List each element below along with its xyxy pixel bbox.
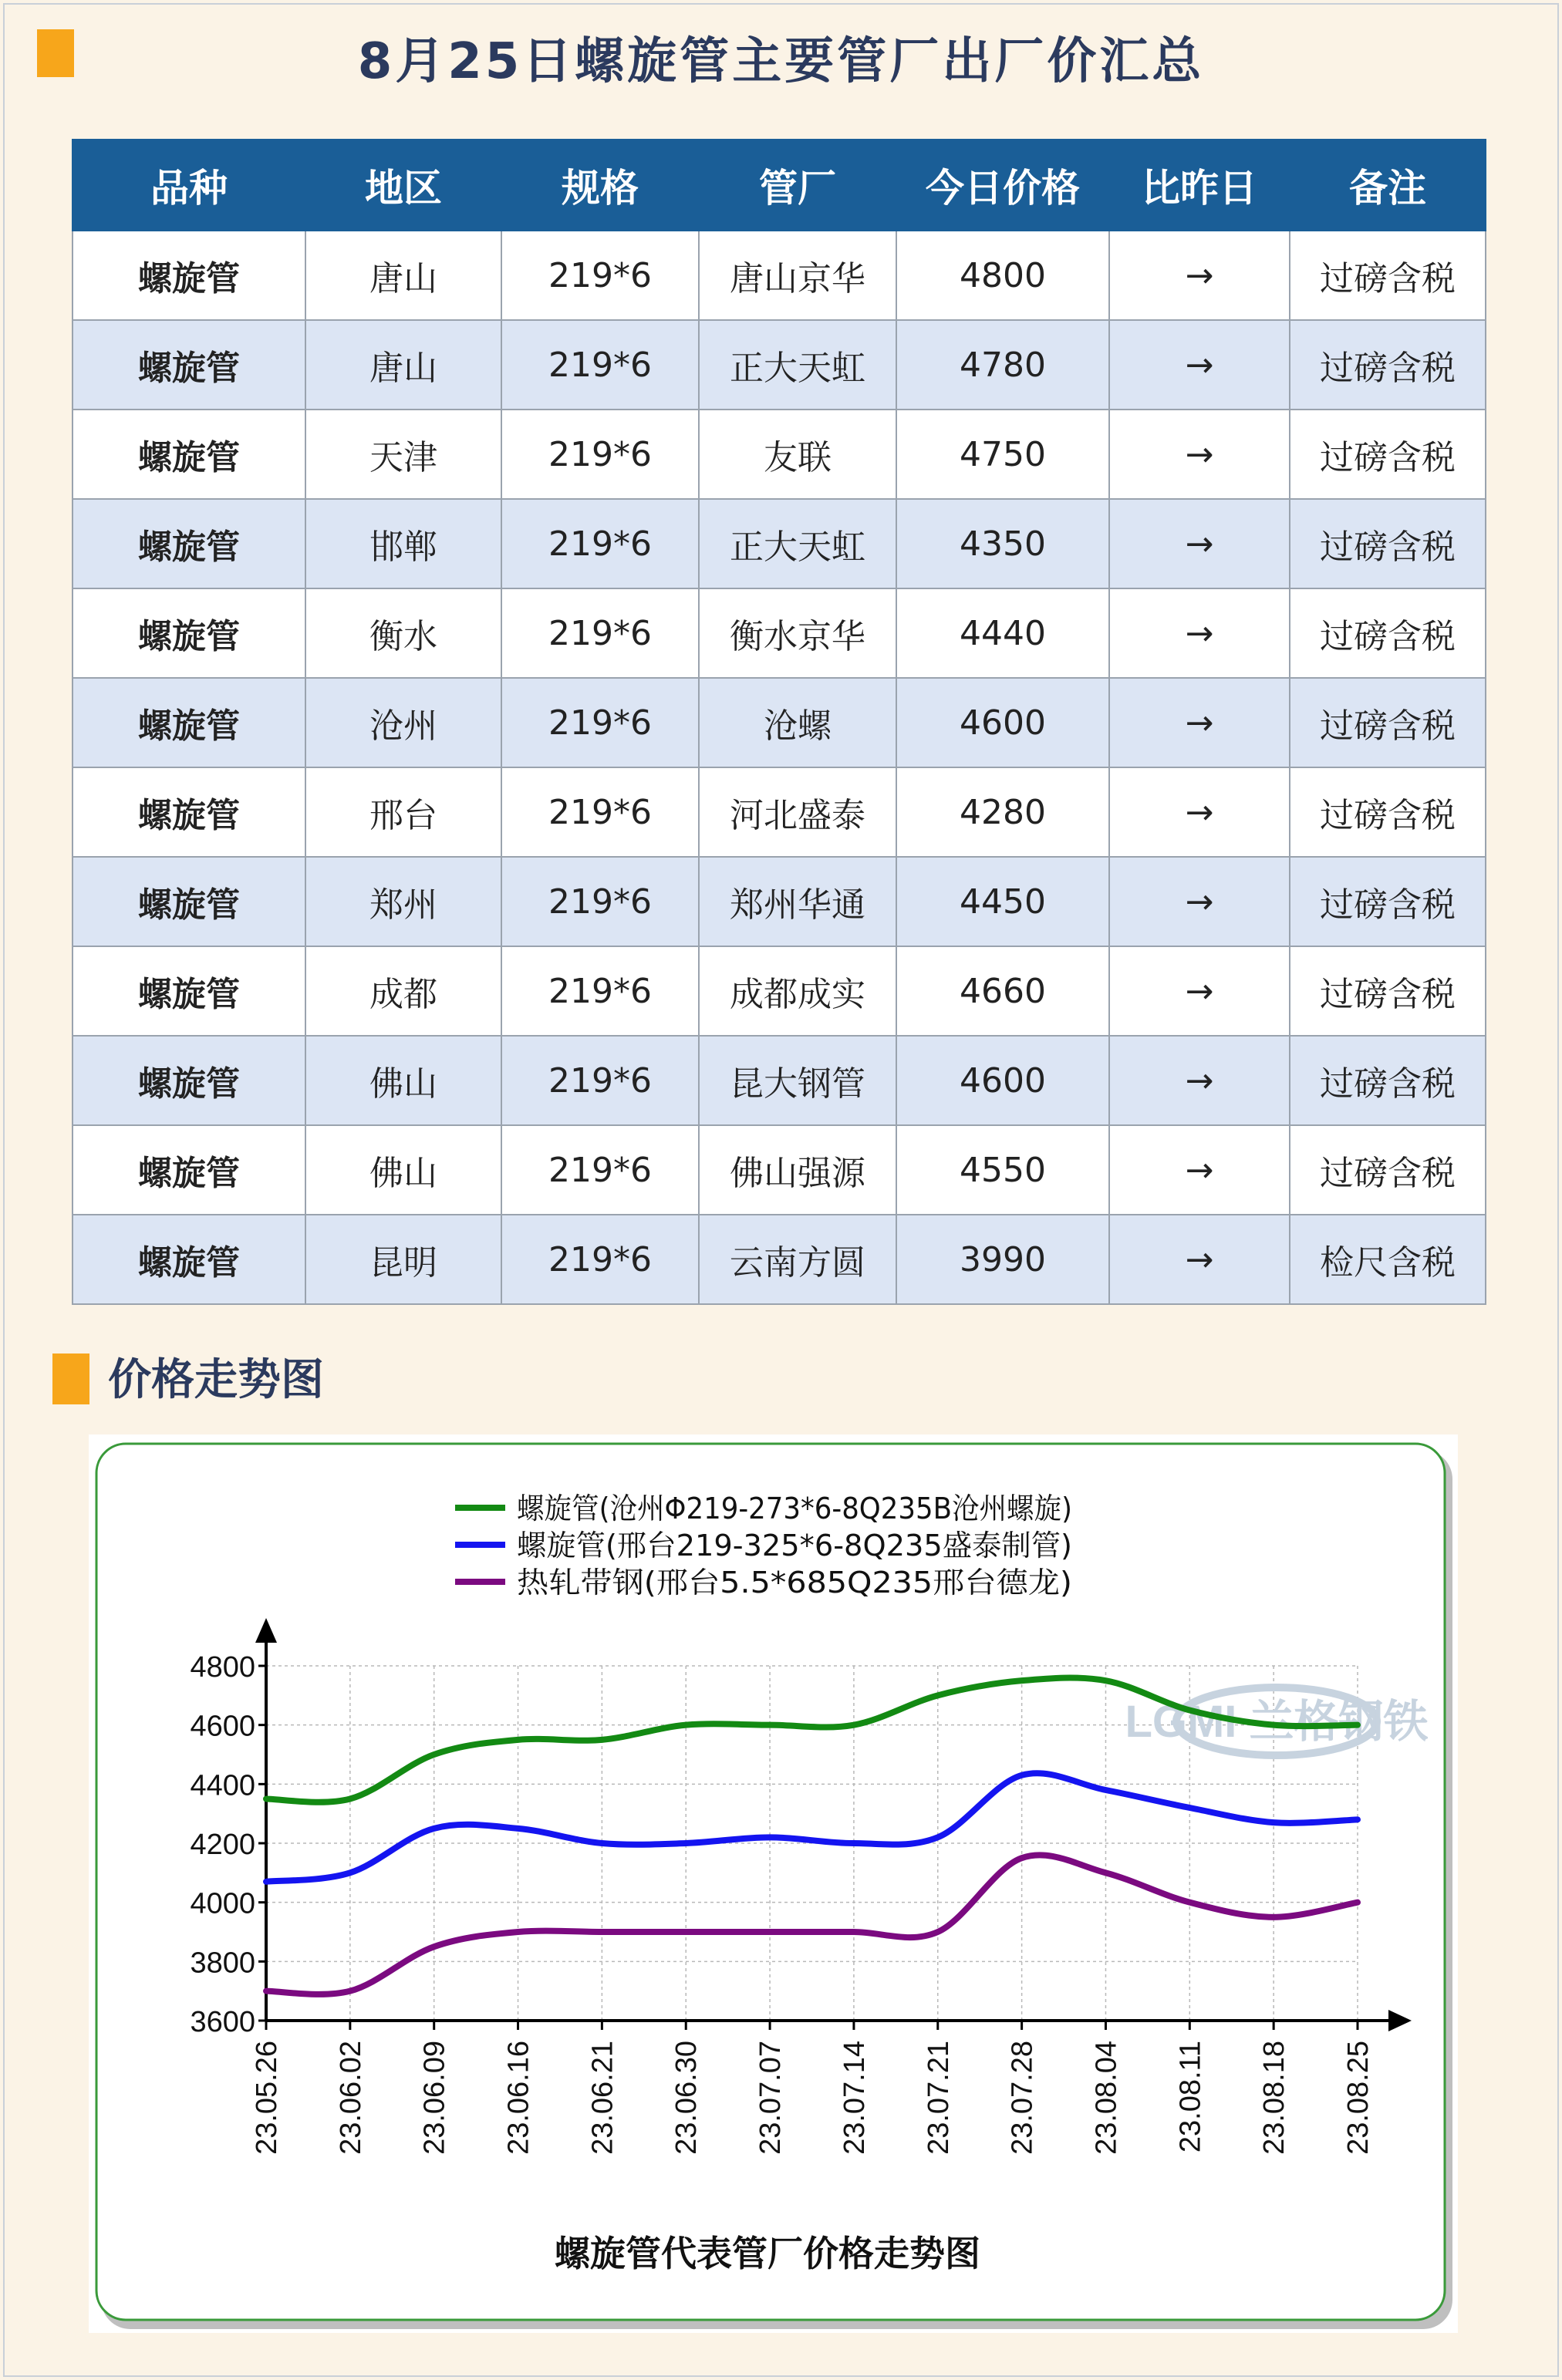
- column-header-mill: 管厂: [699, 140, 896, 231]
- x-tick-label: 23.06.09: [418, 2041, 451, 2155]
- cell-remark: 过磅含税: [1290, 231, 1486, 320]
- cell-mill: 唐山京华: [699, 231, 896, 320]
- cell-change: →: [1109, 1125, 1290, 1215]
- cell-mill: 正大天虹: [699, 320, 896, 410]
- cell-remark: 过磅含税: [1290, 1036, 1486, 1125]
- cell-remark: 过磅含税: [1290, 410, 1486, 499]
- cell-change: →: [1109, 588, 1290, 678]
- price-trend-chart: [89, 1434, 1458, 2333]
- x-tick-label: 23.06.30: [670, 2041, 703, 2155]
- table-row: [73, 946, 1486, 1036]
- cell-region: 唐山: [305, 320, 501, 410]
- cell-mill: 成都成实: [699, 946, 896, 1036]
- cell-mill: 沧螺: [699, 678, 896, 767]
- cell-price: 4600: [896, 678, 1109, 767]
- cell-price: 4660: [896, 946, 1109, 1036]
- cell-price: 4440: [896, 588, 1109, 678]
- cell-change: →: [1109, 1215, 1290, 1304]
- cell-spec: 219*6: [501, 1215, 699, 1304]
- cell-remark: 过磅含税: [1290, 678, 1486, 767]
- cell-mill: 友联: [699, 410, 896, 499]
- x-tick-label: 23.07.07: [754, 2041, 788, 2155]
- cell-mill: 昆大钢管: [699, 1036, 896, 1125]
- cell-spec: 219*6: [501, 1036, 699, 1125]
- cell-region: 沧州: [305, 678, 501, 767]
- cell-mill: 正大天虹: [699, 499, 896, 588]
- table-row: [73, 588, 1486, 678]
- cell-change: →: [1109, 231, 1290, 320]
- column-header-variety: 品种: [73, 140, 305, 231]
- cell-mill: 佛山强源: [699, 1125, 896, 1215]
- cell-price: 4780: [896, 320, 1109, 410]
- table-row: [73, 678, 1486, 767]
- cell-region: 佛山: [305, 1125, 501, 1215]
- cell-variety: 螺旋管: [73, 767, 305, 857]
- cell-spec: 219*6: [501, 678, 699, 767]
- cell-mill: 云南方圆: [699, 1215, 896, 1304]
- cell-region: 唐山: [305, 231, 501, 320]
- cell-spec: 219*6: [501, 410, 699, 499]
- section-title: 价格走势图: [108, 1355, 324, 1405]
- y-tick-label: 4800: [190, 1651, 255, 1684]
- cell-change: →: [1109, 1036, 1290, 1125]
- table-row: [73, 231, 1486, 320]
- cell-price: 3990: [896, 1215, 1109, 1304]
- cell-region: 昆明: [305, 1215, 501, 1304]
- cell-change: →: [1109, 410, 1290, 499]
- watermark: LGMI 兰格钢铁: [1125, 1697, 1429, 1747]
- cell-price: 4280: [896, 767, 1109, 857]
- cell-remark: 过磅含税: [1290, 857, 1486, 946]
- cell-remark: 过磅含税: [1290, 320, 1486, 410]
- y-tick-label: 4600: [190, 1710, 255, 1743]
- x-tick-label: 23.08.04: [1090, 2041, 1123, 2155]
- cell-variety: 螺旋管: [73, 1036, 305, 1125]
- cell-spec: 219*6: [501, 320, 699, 410]
- cell-price: 4800: [896, 231, 1109, 320]
- cell-spec: 219*6: [501, 946, 699, 1036]
- y-tick-label: 3600: [190, 2006, 255, 2038]
- x-tick-label: 23.07.14: [838, 2041, 871, 2155]
- cell-change: →: [1109, 320, 1290, 410]
- cell-variety: 螺旋管: [73, 588, 305, 678]
- table-header-row: [73, 140, 1486, 231]
- column-header-remark: 备注: [1290, 140, 1486, 231]
- cell-spec: 219*6: [501, 231, 699, 320]
- cell-variety: 螺旋管: [73, 320, 305, 410]
- section-marker: [52, 1353, 89, 1404]
- price-table: [72, 139, 1486, 1305]
- cell-spec: 219*6: [501, 588, 699, 678]
- column-header-region: 地区: [305, 140, 501, 231]
- cell-variety: 螺旋管: [73, 1215, 305, 1304]
- cell-region: 佛山: [305, 1036, 501, 1125]
- table-row: [73, 1125, 1486, 1215]
- cell-region: 成都: [305, 946, 501, 1036]
- cell-price: 4750: [896, 410, 1109, 499]
- cell-price: 4350: [896, 499, 1109, 588]
- cell-region: 衡水: [305, 588, 501, 678]
- cell-price: 4450: [896, 857, 1109, 946]
- x-tick-label: 23.06.02: [334, 2041, 367, 2155]
- cell-change: →: [1109, 678, 1290, 767]
- cell-variety: 螺旋管: [73, 678, 305, 767]
- table-row: [73, 857, 1486, 946]
- column-header-price: 今日价格: [896, 140, 1109, 231]
- cell-remark: 过磅含税: [1290, 946, 1486, 1036]
- y-tick-label: 4200: [190, 1829, 255, 1861]
- cell-price: 4550: [896, 1125, 1109, 1215]
- x-tick-label: 23.07.21: [922, 2041, 955, 2155]
- x-tick-label: 23.07.28: [1006, 2041, 1039, 2155]
- x-tick-label: 23.08.25: [1342, 2041, 1375, 2155]
- cell-variety: 螺旋管: [73, 499, 305, 588]
- cell-remark: 过磅含税: [1290, 499, 1486, 588]
- x-tick-label: 23.08.11: [1174, 2041, 1207, 2153]
- y-tick-label: 3800: [190, 1947, 255, 1980]
- cell-mill: 河北盛泰: [699, 767, 896, 857]
- legend-label-2: 螺旋管(邢台219-325*6-8Q235盛泰制管): [517, 1529, 1072, 1563]
- cell-region: 郑州: [305, 857, 501, 946]
- cell-variety: 螺旋管: [73, 857, 305, 946]
- table-row: [73, 767, 1486, 857]
- x-tick-label: 23.06.16: [502, 2041, 535, 2155]
- table-row: [73, 499, 1486, 588]
- cell-price: 4600: [896, 1036, 1109, 1125]
- column-header-change: 比昨日: [1109, 140, 1290, 231]
- cell-region: 天津: [305, 410, 501, 499]
- cell-variety: 螺旋管: [73, 946, 305, 1036]
- cell-spec: 219*6: [501, 1125, 699, 1215]
- cell-change: →: [1109, 499, 1290, 588]
- table-row: [73, 1215, 1486, 1304]
- cell-variety: 螺旋管: [73, 231, 305, 320]
- cell-change: →: [1109, 857, 1290, 946]
- chart-title: 螺旋管代表管厂价格走势图: [555, 2233, 980, 2274]
- page-title: 8月25日螺旋管主要管厂出厂价汇总: [357, 33, 1205, 90]
- cell-region: 邯郸: [305, 499, 501, 588]
- cell-variety: 螺旋管: [73, 410, 305, 499]
- cell-change: →: [1109, 767, 1290, 857]
- cell-remark: 过磅含税: [1290, 588, 1486, 678]
- cell-mill: 衡水京华: [699, 588, 896, 678]
- x-tick-label: 23.06.21: [586, 2041, 619, 2155]
- table-row: [73, 410, 1486, 499]
- cell-mill: 郑州华通: [699, 857, 896, 946]
- table-row: [73, 1036, 1486, 1125]
- table-row: [73, 320, 1486, 410]
- cell-remark: 过磅含税: [1290, 1125, 1486, 1215]
- cell-change: →: [1109, 946, 1290, 1036]
- column-header-spec: 规格: [501, 140, 699, 231]
- cell-remark: 过磅含税: [1290, 767, 1486, 857]
- x-tick-label: 23.08.18: [1258, 2041, 1291, 2155]
- legend-label-1: 螺旋管(沧州Φ219-273*6-8Q235B沧州螺旋): [517, 1492, 1072, 1525]
- cell-spec: 219*6: [501, 767, 699, 857]
- cell-spec: 219*6: [501, 857, 699, 946]
- y-tick-label: 4000: [190, 1887, 255, 1920]
- y-tick-label: 4400: [190, 1769, 255, 1802]
- cell-variety: 螺旋管: [73, 1125, 305, 1215]
- cell-spec: 219*6: [501, 499, 699, 588]
- x-tick-label: 23.05.26: [251, 2041, 283, 2155]
- cell-remark: 检尺含税: [1290, 1215, 1486, 1304]
- legend-label-3: 热轧带钢(邢台5.5*685Q235邢台德龙): [517, 1566, 1072, 1600]
- cell-region: 邢台: [305, 767, 501, 857]
